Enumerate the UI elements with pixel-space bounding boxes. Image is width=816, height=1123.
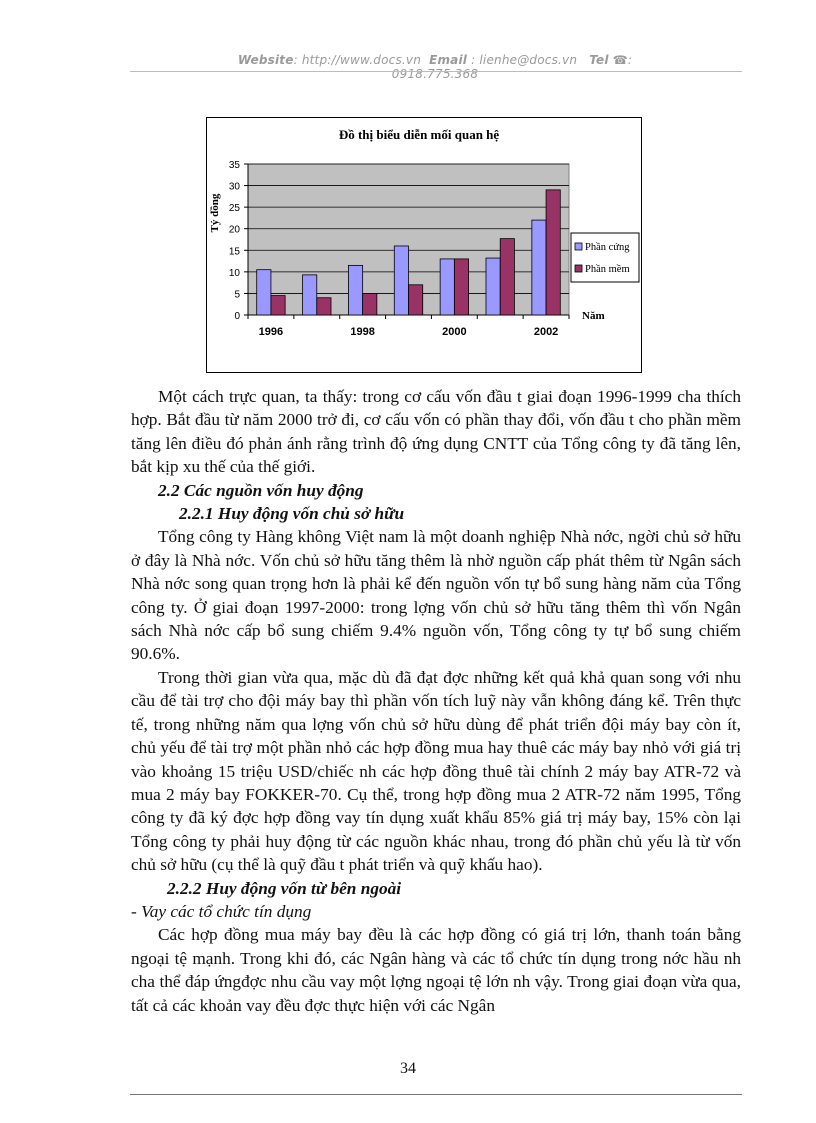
chart-bar [486,258,500,315]
subheading-credit-loans: - Vay các tổ chức tín dụng [131,901,312,921]
chart-svg [207,118,641,372]
chart-x-tick-label: 2000 [442,326,467,338]
page-header [200,53,670,81]
heading-2-2: 2.2 Các nguồn vốn huy động [158,480,364,500]
chart-y-tick-label: 15 [228,246,240,258]
paragraph-accumulated-capital: Trong thời gian vừa qua, mặc dù đã đạt đợc những kết quả khả quan song với nhu cầu để tài trợ cho đội máy bay thì phần vốn tích luỹ này vẫn không đáng kể. Trên thực tế, trong những năm qua lợng vốn chủ sở hữu dùng để phát triển đội máy bay còn ít, chủ yếu để tài trợ một phần nhỏ các hợp đồng mua hay thuê các máy bay nhỏ với giá trị vào khoảng 15 triệu USD/chiếc nh các hợp đồng thuê tài chính 2 máy bay ATR-72 và mua 2 máy bay FOKKER-70. Cụ thể, trong hợp đồng mua 2 ATR-72 năm 1995, Tổng công ty đã ký đợc hợp đồng vay tín dụng xuất khẩu 85% giá trị máy bay, 15% còn lại Tổng công ty phải huy động từ các nguồn khác nhau, trong đó phần chủ yếu là từ vốn chủ sở hữu (cụ thể là quỹ đầu t phát triển và quỹ khấu hao). [131,667,741,875]
chart-legend-label: Phần mềm [585,264,630,275]
chart-x-tick-label: 1998 [350,326,375,338]
document-body [131,385,741,1017]
paragraph-owner-equity: Tổng công ty Hàng không Việt nam là một doanh nghiệp Nhà nớc, ngời chủ sở hữu ở đây là Nhà nớc. Vốn chủ sở hữu tăng thêm là nhờ nguồn cấp phát thêm từ Ngân sách Nhà nớc song quan trọng hơn là phải kể đến nguồn vốn tự bổ sung hàng năm của Tổng công ty. Ở giai đoạn 1997-2000: trong lợng vốn chủ sở hữu tăng thêm thì vốn Ngân sách Nhà nớc cấp bổ sung chiếm 9.4% nguồn vốn, Tổng công ty tự bổ sung chiếm 90.6%. [131,527,741,664]
chart-bar [348,265,362,315]
page-number: 34 [400,1060,416,1077]
chart-bar [394,246,408,315]
tel-value: : 0918.775.368 [391,53,633,81]
chart-legend-swatch [575,243,582,250]
chart-bar [440,259,454,315]
chart-bar [271,296,285,315]
chart-y-tick-label: 25 [228,203,240,215]
website-label: Website [237,53,294,67]
chart-y-tick-label: 35 [228,160,240,171]
chart-bar [363,293,377,315]
footer-divider [130,1094,742,1095]
chart-bar [257,270,271,315]
chart-y-tick-label: 10 [228,267,240,279]
chart-bar [546,190,560,315]
chart-y-tick-label: 30 [228,181,240,193]
chart-x-tick-label: 1996 [258,326,284,338]
header-divider [130,71,742,72]
chart-x-axis-label: Năm [582,310,605,322]
bar-chart [206,117,642,373]
heading-2-2-1: 2.2.1 Huy động vốn chủ sở hữu [179,504,405,524]
paragraph-investment-structure: Một cách trực quan, ta thấy: trong cơ cấu vốn đầu t giai đoạn 1996-1999 cha thích hợp. Bắt đầu từ năm 2000 trở đi, cơ cấu vốn có phần thay đổi, vốn đầu t cho phần mềm tăng lên điều đó phản ánh rằng trình độ ứng dụng CNTT của Tổng công ty đã tăng lên, bắt kịp xu thế của thế giới. [131,387,741,477]
chart-bar [303,275,317,315]
chart-legend-swatch [575,265,582,272]
tel-label: Tel [589,53,609,67]
website-value: : http://www.docs.vn [293,53,422,67]
phone-icon: ☎ [612,53,628,67]
heading-2-2-2: 2.2.2 Huy động vốn từ bên ngoài [167,878,402,898]
chart-legend-label: Phần cứng [585,242,630,253]
email-label: Email [429,53,468,67]
chart-y-tick-label: 0 [234,311,240,322]
paragraph-foreign-currency: Các hợp đồng mua máy bay đều là các hợp đồng có giá trị lớn, thanh toán bằng ngoại tệ mạnh. Trong khi đó, các Ngân hàng và các tổ chức tín dụng trong nớc hầu nh cha thể đáp ứngđợc nhu cầu vay một lợng ngoại tệ lớn nh vậy. Trong giai đoạn vừa qua, tất cả các khoản vay đều đợc thực hiện với các Ngân [131,925,741,1015]
chart-bar [317,298,331,315]
chart-bar [500,239,514,315]
chart-bar [454,259,468,315]
chart-x-tick-label: 2002 [533,326,559,338]
chart-plot-area [229,160,569,338]
email-value: : lienhe@docs.vn [471,53,578,67]
chart-title: Đồ thị biểu diễn mối quan hệ [338,127,500,142]
chart-legend [571,233,639,282]
chart-bar [532,220,546,315]
chart-y-tick-label: 5 [234,289,240,301]
chart-bar [409,285,423,315]
chart-y-tick-label: 20 [228,224,240,236]
chart-y-axis-label: Tỷ đồng [209,193,221,233]
